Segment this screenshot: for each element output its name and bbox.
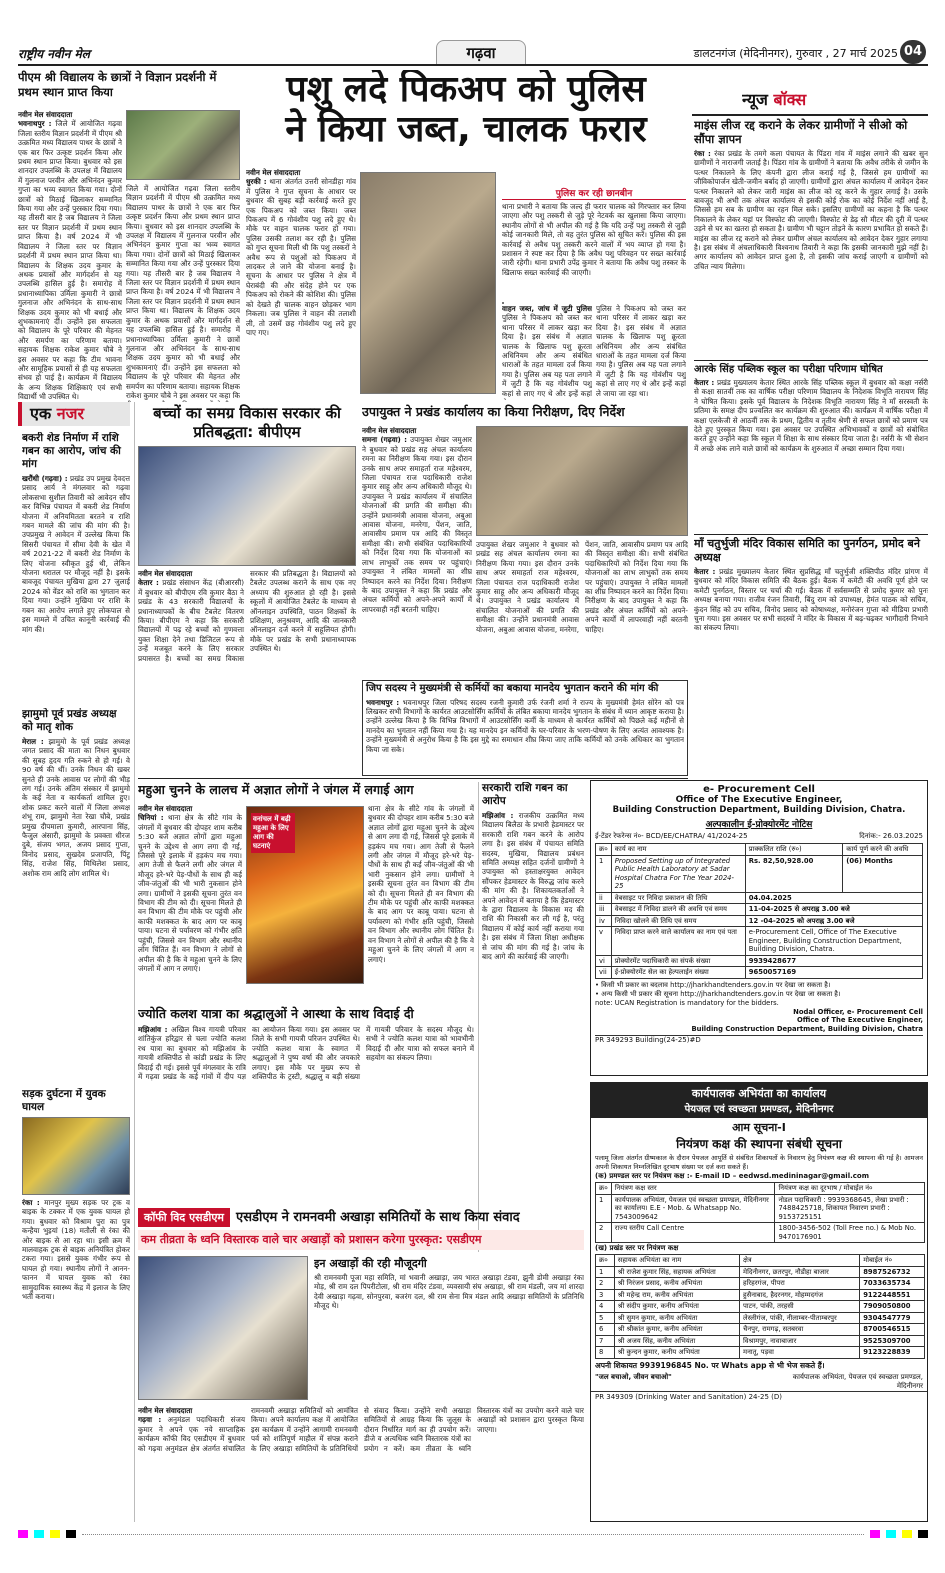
- story-jip: [362, 680, 688, 776]
- tender-date: दिनांक:- 26.03.2025: [859, 832, 923, 840]
- body-chaturbhuj: केतार : प्रखंड मुख्यालय केतार स्थित सुप्रसिद्ध माँ चतुर्भुजी शक्तिपीठ मंदिर प्रांगण में बुधवार को मंदिर विकास समिति की बैठक हुई। बैठक में कमेटी की अवधि पूर्ण होने पर कमेटी पुनर्गठन, विस्तार पर चर्चा की गई। बैठक में सर्वसम्मति से प्रमोद कुमार को पुनः अध्यक्ष बनाया गया। राजीव रंजन तिवारी, बिंदु राम को उपाध्यक्ष, हेमंत पाठक को सचिव, कुंदन सिंह को उप सचिव, विनोद प्रसाद को कोषाध्यक्ष, मनोरंजन गुप्ता को मीडिया प्रभारी चुना गया। इस अवसर पर सभी सदस्यों ने मंदिर के विकास में बढ़-चढ़कर भागीदारी निभाने का संकल्प लिया।: [694, 567, 928, 633]
- side-body-lead: पुलिस ने पिकअप को जब्त कर थाना परिसर में लाकर खड़ा कर दिया है। इस संबंध में अज्ञात चालक के खिलाफ पशु क्रूरता अधिनियम और अन्य संबंधित धाराओं के तहत मामला दर्ज किया गया है। पुलिस अब यह पता लगाने में जुटी है कि यह गोवंशीय पशु कहां से लाए गए थे और इन्हें कहां ले जाया जा रहा था।: [596, 304, 686, 398]
- body-jyoti: मझिआंव : अखिल विश्व गायत्री परिवार शांतिकुंज हरिद्वार से चला ज्योति कलश रथ यात्रा का बुधवार को मझिआंव के गायत्री शक्तिपीठ से कांडी प्रखंड के लिए विदाई दी गई। इससे पूर्व मंगलवार के रात्रि में गढ़वा प्रखंड के कई गांवों में दीप यज्ञ का आयोजन किया गया। इस अवसर पर जिले के सभी गायत्री परिजन उपस्थित थे। ज्योति कलश यात्रा के स्वागत में श्रद्धालुओं ने पुष्प वर्षा की और जयकारे लगाए। इस मौके पर मुख्य रूप से शक्तिपीठ के ट्रस्टी, श्रद्धालु व बड़ी संख्या में गायत्री परिवार के सदस्य मौजूद थे। सभी ने ज्योति कलश यात्रा को भावभीनी विदाई दी और यात्रा को सफल बनाने में सहयोग का संकल्प लिया।: [138, 1025, 474, 1082]
- tender-sign-3: Building Construction Department, Building Division, Chatra: [691, 1024, 923, 1033]
- body-coffee: नवीन मेल संवाददाता गढ़वा : अनुमंडल पदाधिकारी संजय कुमार ने अपने एक नये साप्ताहिक कार्यक्रम कॉफी विद एसडीएम में बुधवार को गढ़वा अनुमंडल क्षेत्र अंतर्गत संचालित रामनवमी अखाड़ा समितियों को आमंत्रित किया। अपने कार्यालय कक्ष में आयोजित इस कार्यक्रम में उन्होंने आगामी रामनवमी पर्व को शांतिपूर्ण माहौल में संपन्न कराने के लिए अखाड़ा समितियों के प्रतिनिधियों से संवाद किया। उन्होंने सभी अखाड़ा समितियों से आग्रह किया कि जुलूस के दौरान निर्धारित मार्ग का ही उपयोग करें। डीजे व अत्यधिक ध्वनि विस्तारक यंत्रों का प्रयोग न करें। कम तीव्रता के ध्वनि विस्तारक यंत्रों का उपयोग करने वाले चार अखाड़ों को प्रशासन द्वारा पुरस्कृत किया जाएगा।: [138, 1406, 584, 1453]
- water-dept: पेयजल एवं स्वच्छता प्रमण्डल, मेदिनीनगर: [684, 1104, 834, 1115]
- badge-forest-fire: वनांचल में बढ़ी महुआ के लिए आग की घटनाएं: [251, 813, 295, 853]
- headline-jip: जिप सदस्य ने मुख्यमंत्री से कर्मियों का बकाया मानदेय भुगतान कराने की मांग की: [366, 683, 659, 694]
- water-sub-title: (ख) प्रखंड स्तर पर नियंत्रण कक्ष: [595, 1244, 679, 1252]
- masthead-bar: [18, 40, 928, 66]
- story-upayukt: [362, 404, 688, 676]
- headline-bakri: बकरी शेड निर्माण में राशि गबन का आरोप, जांच की मांग: [22, 432, 121, 470]
- headline-lead-2: ने किया जब्त, चालक फरार: [285, 109, 647, 150]
- table-row: 3 श्री महेन्द्र राम, कनीय अभियंता हुसैनाबाद, हैदरनगर, मोहम्मदगंज 9122448551: [596, 1289, 925, 1301]
- table-row: vi प्रोक्योरमेंट पदाधिकारी का संपर्क संख्या 9939428677: [596, 955, 923, 967]
- story-jyoti: [138, 1006, 474, 1202]
- headline-jhamumo: झामुमो पूर्व प्रखंड अध्यक्ष को मातृ शोक: [22, 708, 117, 733]
- headline-coffee: एसडीएम ने रामनवमी अखाड़ा समितियों के साथ किया संवाद: [236, 1209, 520, 1225]
- table-row: v निविदा प्राप्त करने वाले कार्यालय का नाम एवं पता e-Procurement Cell, Office of The Executive Engineer, Building Construction Department, Building Division, Chatra.: [596, 927, 923, 956]
- headline-arki: आरके सिंह पब्लिक स्कूल का परीक्षा परिणाम घोषित: [694, 364, 883, 375]
- body-upayukt: नवीन मेल संवाददाता समना (गढ़वा) : उपायुक्त शेखर जमुआर ने बुधवार को प्रखंड सह अंचल कार्यालय रमना का निरीक्षण किया गया। इस दौरान उनके साथ अपर समाहर्ता राज महेश्वरम, जिला पंचायत राज पदाधिकारी राजेश कुमार साहू और अन्य अधिकारी मौजूद थे। उपायुक्त ने प्रखंड कार्यालय में संचालित योजनाओं की प्रगति की समीक्षा की। उन्होंने प्रधानमंत्री आवास योजना, अबुआ आवास योजना, मनरेगा, पेंशन, जाति, आवासीय प्रमाण पत्र आदि की विस्तृत समीक्षा की। सभी संबंधित पदाधिकारियों को निर्देश दिया गया कि योजनाओं का लाभ लाभुकों तक समय पर पहुंचाएं। उपायुक्त ने लंबित मामलों का शीघ्र निष्पादन करने का निर्देश दिया। निरीक्षण के बाद उपायुक्त ने कहा कि प्रखंड और अंचल कर्मियों को अपने-अपने कार्यों में लापरवाही नहीं बरतनी चाहिए।: [362, 426, 472, 614]
- body-sadak: रंका : मानपुर मुख्य सड़क पर ट्रक व बाइक के टक्कर में एक युवक घायल हो गया। बुधवार को विश्राम पुरा का पुत्र कन्हैया भुइयां (18) मतौली से रंका की ओर बाइक से आ रहा था। इसी क्रम में मालवाहक ट्रक से बाइक अनियंत्रित होकर टकरा गया। इससे युवक गंभीर रूप से घायल हो गया। स्थानीय लोगों ने आनन-फानन में घायल युवक को रंका सामुदायिक स्वास्थ्य केंद्र में इलाज के लिए भर्ती कराया।: [22, 1198, 130, 1302]
- photo-accident: [22, 1117, 130, 1195]
- water-intro: पलामू जिला अंतर्गत ग्रीष्मकाल के दौरान पेयजल आपूर्ति से संबंधित शिकायतों के निवारण हेतु नियंत्रण कक्ष की स्थापना की गई है। आमजन अपनी शिकायत निम्नलिखित दूरभाष संख्या पर दर्ज करा सकते हैं।: [595, 1154, 923, 1171]
- table-row: 5 श्री सुमन कुमार, कनीय अभियंता लेस्लीगंज, पांकी, नीलाम्बर-पीताम्बरपुर 9304547779: [596, 1312, 925, 1324]
- news-box-label: न्यूज बॉक्स: [742, 90, 807, 109]
- headline-mahua: महुआ चुनने के लालच में अज्ञात लोगों ने जंगल में लगाई आग: [138, 782, 414, 797]
- tender-table: क्र० कार्य का नाम प्राक्कलित राशि (रु०) कार्य पूर्ण करने की अवधि 1 Proposed Setting up of Integrated Public Health Laboratory at Sadar Hospital Chatra For The Year 2024-25 Rs. 82,50,928.00 (06) Months ii वेबसाइट पर निविदा प्रकाशन की तिथि 04.04.2025 iii वेबसाइट में निविदा डालने की अवधि एवं समय 11-04-2025 से अपराह्न 3.00 बजे iv निविदा खोलने की तिथि एवं समय 12 -04-2025 को अपराह्न 3.00 बजे v निविदा प्राप्त करने वाले कार्यालय का नाम एवं पता e-Procurement Cell, Office of The Executive Engineer, Building Construction Department, Building Division, Chatra. vi प्रोक्योरमेंट पदाधिकारी का संपर्क संख्या 9939428677 vii ई-प्रोक्योरमेंट सेल का हेल्पलाईन संख्या 9650057169: [595, 843, 923, 979]
- body-lead: नवीन मेल संवाददाता धुरकी : थाना अंतर्गत उत्तरी सोनडीहा गांव में पुलिस ने गुप्त सूचना के आधार पर बुधवार की सुबह बड़ी कार्रवाई करते हुए एक पिकअप को जब्त किया। जब्त पिकअप में 6 गोवंशीय पशु लदे हुए थे। मौके पर वाहन चालक फरार हो गया। पुलिस उसकी तलाश कर रही है। पुलिस को गुप्त सूचना मिली थी कि पशु तस्करों ने अवैध रूप से पशुओं को पिकअप में लादकर ले जाने की योजना बनाई है। सूचना के आधार पर पुलिस ने क्षेत्र में घेराबंदी की और संदेह होने पर एक पिकअप को रोकने की कोशिश की। पुलिस को देखते ही चालक वाहन छोड़कर भाग निकला। जब पुलिस ने वाहन की तलाशी ली, तो उसमें छह गोवंशीय पशु लदे हुए पाए गए।: [246, 168, 356, 337]
- body-jhamumo: मेराल : झामुमो के पूर्व प्रखंड अध्यक्ष जगत प्रसाद की माता का निधन बुधवार की सुबह हृदय गति रुकने से हो गई। वे 90 वर्ष की थीं। उनके निधन की खबर सुनते ही उनके आवास पर लोगों की भीड़ लग गई। उनके अंतिम संस्कार में झामुमो के कई नेता व कार्यकर्ता शामिल हुए। शोक प्रकट करने वालों में जिला अध्यक्ष शंभू राम, झामुमो नेता रेखा चौबे, प्रखंड प्रमुख दीपमाला कुमारी, आरपाना सिंह, फैजुल अंसारी, झामुमो के प्रवक्ता धीरज दुबे, संजय भगत, अजय प्रसाद गुप्ता, विनोद प्रसाद, सुखदेव प्रजापति, पिंटू सिंह, राजेश सिंह, मिथिलेश प्रसाद, अशोक राम आदि लोग शामिल थे।: [22, 737, 130, 878]
- story-lead: [246, 70, 686, 400]
- story-mining: [694, 118, 928, 358]
- headline-mining: माइंस लीज रद्द कराने के लेकर ग्रामीणों ने सीओ को सौंपा ज्ञापन: [694, 118, 908, 146]
- ad-water: [590, 1082, 928, 1522]
- table-row: vii ई-प्रोक्योरमेंट सेल का हेल्पलाईन संख्या 9650057169: [596, 967, 923, 979]
- story-sadak: [22, 1088, 130, 1518]
- water-office: कार्यपालक अभियंता का कार्यालय: [691, 1087, 827, 1100]
- ad-tender: [590, 780, 928, 1076]
- caption-lead: वाहन जब्त, जांच में जुटी पुलिस पुलिस ने पिकअप को जब्त कर थाना परिसर में लाकर खड़ा कर दिया है। इस संबंध में अज्ञात चालक के खिलाफ पशु क्रूरता अधिनियम और अन्य संबंधित धाराओं के तहत मामला दर्ज किया गया है। पुलिस अब यह पता लगाने में जुटी है कि यह गोवंशीय पशु कहां से लाए गए थे और इन्हें कहां: [502, 304, 592, 398]
- body-mahua: नवीन मेल संवाददाता चिनियां : थाना क्षेत्र के सीटे गांव के जंगलों में बुधवार की दोपहर शाम करीब 5:30 बजे अज्ञात लोगों द्वारा महुआ चुनने के उद्देश्य से आग लगा दी गई, जिससे पूरे इलाके में हड़कंप मच गया। आग तेजी से फैलने लगी और जंगल में मौजूद हरे-भरे पेड़-पौधों के साथ ही कई जीव-जंतुओं की भी भारी नुकसान होने लगा। ग्रामीणों ने इसकी सूचना तुरंत वन विभाग की टीम को दी। सूचना मिलते ही वन विभाग की टीम मौके पर पहुंची और काफी मशक्कत के बाद आग पर काबू पाया। घटना से पर्यावरण को गंभीर क्षति पहुंची, जिससे वन विभाग और स्थानीय लोग चिंतित हैं। वन विभाग ने लोगों से अपील की है कि वे महुआ चुनने के लिए जंगलों में आग न लगाएं।: [138, 804, 242, 973]
- box-akhara-body: श्री रामनवमी पूजा महा समिति, मां भवानी अखाड़ा, जय भारत अखाड़ा टंडवा, झुनी डोमी अखाड़ा रंका मोड़, श्री राम दल पिपरीटोला, श्री राम मंदिर टंडवा, व्यवसायी संघ अखाड़ा, श्री राम मंडली, जय मां शारदा देवी अखाड़ा गढ़वा, सोनपुरवा, बजरंग दल, श्री राम सेना मित्र मंडल आदि अखाड़ा समितियों के प्रतिनिधि मौजूद थे।: [314, 1273, 584, 1311]
- headline-jyoti: ज्योति कलश यात्रा का श्रद्धालुओं ने आस्था के साथ विदाई दी: [138, 1006, 414, 1021]
- water-table-2: क्र० सहायक अभियंता का नाम क्षेत्र मोबाईल नं० 1 श्री राजेश कुमार सिंह, सहायक अभियंता मेदिनीनगर, छतरपुर, नौडीहा बाजार 8987526732 2 श्री निरंजन प्रसाद, कनीय अभियंता हरिहरगंज, पीपरा 7033635734 3 श्री महेन्द्र राम, कनीय अभियंता हुसैनाबाद, हैदरनगर, मोहम्मदगंज 9122448551 4 श्री संदीप कुमार, कनीय अभियंता पाटन, पांकी, तरहसी 7909050800 5 श्री सुमन कुमार, कनीय अभियंता लेस्लीगंज, पांकी, नीलाम्बर-पीताम्बरपुर 9304547779 6 श्री श्रीकांत कुमार, कनीय अभियंता चैनपुर, रामगढ़, सतबरवा 8700546515 7 श्री अजय सिंह, कनीय अभियंता विश्रामपुर, नावाबाजार 9525309700 8 श्री कुन्दन कुमार, कनीय अभियंता मनातू, पड़वा 9123228839: [595, 1254, 925, 1359]
- color-registration-strip: [18, 1530, 928, 1538]
- water-table-1: क्र० नियंत्रण कक्ष स्तर नियंत्रण कक्ष का दूरभाष / मोबाईल नं० 1 कार्यपालक अभियंता, पेयजल एवं स्वच्छता प्रमण्डल, मेदिनीनगर का कार्यालय। E.E - Mob. & Whatsapp No. 7543009642 नोडल पदाधिकारी : 9939368645, लेखा प्रभारी : 7488425718, शिकायत निवारण प्रभारी : 9153725151 2 राज्य स्तरीय Call Centre 1800-3456-502 (Toll Free no.) & Mob No. 9470176901: [595, 1182, 925, 1243]
- tender-work: Proposed Setting up of Integrated Public Health Laboratory at Sadar Hospital Chatra For The Year 2024-25: [611, 855, 745, 892]
- water-pr: PR 349309 (Drinking Water and Sanitation) 24-25 (D): [591, 1391, 927, 1402]
- table-row: 2 राज्य स्तरीय Call Centre 1800-3456-502 (Toll Free no.) & Mob No. 9470176901: [596, 1223, 925, 1243]
- story-arki: [694, 363, 928, 533]
- headline-lead-1: पशु लदे पिकअप को पुलिस: [286, 70, 646, 110]
- body-mahua-cont: थाना क्षेत्र के सीटे गांव के जंगलों में बुधवार की दोपहर शाम करीब 5:30 बजे अज्ञात लोगों द्वारा महुआ चुनने के उद्देश्य से आग लगा दी गई, जिससे पूरे इलाके में हड़कंप मच गया। आग तेजी से फैलने लगी और जंगल में मौजूद हरे-भरे पेड़-पौधों के साथ ही कई जीव-जंतुओं की भी भारी नुकसान होने लगा। ग्रामीणों ने इसकी सूचना तुरंत वन विभाग की टीम को दी। सूचना मिलते ही वन विभाग की टीम मौके पर पहुंची और काफी मशक्कत के बाद आग पर काबू पाया। घटना से पर्यावरण को गंभीर क्षति पहुंची, जिससे वन विभाग और स्थानीय लोग चिंतित हैं। वन विभाग ने लोगों से अपील की है कि वे महुआ चुनने के लिए जंगलों में आग न लगाएं।: [368, 804, 474, 964]
- sub-headline-coffee: कम तीव्रता के ध्वनि विस्तारक वाले चार अखाड़ों को प्रशासन करेगा पुरस्कृत: एसडीएम: [138, 1230, 584, 1250]
- headline-upayukt: उपायुक्त ने प्रखंड कार्यालय का किया निरीक्षण, दिए निर्देश: [362, 404, 625, 419]
- story-chaturbhuj: [694, 537, 928, 772]
- section-tab: गढ़वा: [436, 40, 526, 64]
- table-row: 1 श्री राजेश कुमार सिंह, सहायक अभियंता मेदिनीनगर, छतरपुर, नौडीहा बाजार 8987526732: [596, 1266, 925, 1278]
- photo-sdm-meeting: [138, 1256, 308, 1400]
- photo-seized-cattle: [360, 172, 496, 394]
- table-row: 7 श्री अजय सिंह, कनीय अभियंता विश्रामपुर, नावाबाजार 9525309700: [596, 1335, 925, 1347]
- tender-col-3: प्राक्कलित राशि (रु०): [745, 844, 843, 856]
- story-sarkari: [478, 782, 584, 1252]
- tender-hindi-title: अल्पकालीन ई-प्रोक्योरमेंट नोटिस: [705, 820, 813, 830]
- sub-body-lead: थाना प्रभारी ने बताया कि जल्द ही फरार चालक को गिरफ्तार कर लिया जाएगा और पशु तस्करी से जुड़े पूरे नेटवर्क का खुलासा किया जाएगा। स्थानीय लोगों से भी अपील की गई है कि यदि उन्हें पशु तस्करी से जुड़ी कोई जानकारी मिले, तो वह तुरंत पुलिस को सूचित करें। पुलिस की इस कार्रवाई से अवैध पशु तस्करी करने वालों में भय व्याप्त हो गया है। प्रशासन ने स्पष्ट कर दिया है कि अवैध पशु परिवहन पर सख्त कार्रवाई जारी रहेगी। थाना प्रभारी उपेंद्र कुमार ने बताया कि अवैध पशु तस्कर के खिलाफ सख्त कार्रवाई की जाएगी।: [502, 202, 686, 277]
- table-row: iv निविदा खोलने की तिथि एवं समय 12 -04-2025 को अपराह्न 3.00 बजे: [596, 915, 923, 927]
- table-row: iii वेबसाइट में निविदा डालने की अवधि एवं समय 11-04-2025 से अपराह्न 3.00 बजे: [596, 904, 923, 916]
- headline-sarkari: सरकारी राशि गबन का आरोप: [482, 782, 568, 807]
- photo-tablet-distribution: [138, 446, 356, 566]
- headline-bpm: बच्चों का समग्र विकास सरकार की प्रतिबद्धता: बीपीएम: [153, 404, 341, 441]
- coffee-kicker: कॉफी विद एसडीएम: [138, 1208, 230, 1227]
- body-upayukt-cont: उपायुक्त शेखर जमुआर ने बुधवार को प्रखंड सह अंचल कार्यालय रमना का निरीक्षण किया गया। इस दौरान उनके साथ अपर समाहर्ता राज महेश्वरम, जिला पंचायत राज पदाधिकारी राजेश कुमार साहू और अन्य अधिकारी मौजूद थे। उपायुक्त ने प्रखंड कार्यालय में संचालित योजनाओं की प्रगति की समीक्षा की। उन्होंने प्रधानमंत्री आवास योजना, अबुआ आवास योजना, मनरेगा, पेंशन, जाति, आवासीय प्रमाण पत्र आदि की विस्तृत समीक्षा की। सभी संबंधित पदाधिकारियों को निर्देश दिया गया कि योजनाओं का लाभ लाभुकों तक समय पर पहुंचाएं। उपायुक्त ने लंबित मामलों का शीघ्र निष्पादन करने का निर्देश दिया। निरीक्षण के बाद उपायुक्त ने कहा कि प्रखंड और अंचल कर्मियों को अपने-अपने कार्यों में लापरवाही नहीं बरतनी चाहिए।: [476, 540, 688, 634]
- table-row: 1 कार्यपालक अभियंता, पेयजल एवं स्वच्छता प्रमण्डल, मेदिनीनगर का कार्यालय। E.E - Mob. & Whatsapp No. 7543009642 नोडल पदाधिकारी : 9939368645, लेखा प्रभारी : 7488425718, शिकायत निवारण प्रभारी : 9153725151: [596, 1194, 925, 1223]
- tender-note-2: • अन्य किसी भी प्रकार की सूचना http://jharkhandtenders.gov.in पर देखा जा सकता है।: [595, 989, 841, 998]
- water-email: (क) प्रमण्डल स्तर पर नियंत्रण कक्ष :- E-mail ID – eedwsd.medininagar@gmail.com: [595, 1172, 870, 1180]
- tender-col-1: क्र०: [596, 844, 612, 856]
- tender-period: (06) Months: [843, 855, 923, 892]
- photo-forest-fire: [246, 806, 364, 984]
- water-footer: अपनी शिकायत 9939196845 No. पर Whats app से भी भेज सकते हैं।: [595, 1360, 825, 1370]
- tender-sign-1: Nodal Officer, e- Procurement Cell: [793, 1007, 923, 1016]
- body-bpm: नवीन मेल संवाददाता केतार : प्रखंड संसाधन केंद्र (बीआरसी) में बुधवार को बीपीएम रवि कुमार बैठा ने प्रखंड के 43 सरकारी विद्यालयों के प्रधानाध्यापकों के बीच टैबलेट वितरण किया। बीपीएम ने कहा कि सरकारी विद्यालयों में पढ़ रहे बच्चों को गुणवत्ता युक्त शिक्षा देने तथा डिजिटल रूप से उन्हें मजबूत करने के लिए सरकार प्रयासरत है। बच्चों का समग्र विकास सरकार की प्रतिबद्धता है। विद्यालयों को टैबलेट उपलब्ध कराने के साथ एक नए अध्याय की शुरुआत हो रही है। इससे स्कूलों में आयोजित टैबलेट के माध्यम से ऑनलाइन उपस्थिति, पाठन शिक्षकों के प्रशिक्षण, अनुश्रवण, आदि की जानकारी ऑनलाइन दर्ज करने में सहूलियत होगी। मौके पर प्रखंड के सभी प्रधानाध्यापक उपस्थित थे।: [138, 569, 356, 663]
- tender-note-1: • किसी भी प्रकार का बदलाव http://jharkhandtenders.gov.in पर देखा जा सकता है।: [595, 980, 831, 989]
- story-pm-shri: [18, 70, 240, 402]
- body-mining: रंका : रंका प्रखंड के तमगे कला पंचायत के पिंडरा गांव में माइंस लगाने की खबर सुन ग्रामीणों ने नाराजगी जताई है। पिंडरा गांव के ग्रामीणों ने बताया कि अवैध तरीके से जमीन के पत्थर निकालने के लिए कंपनी द्वारा लीज कराई गई है, जिससे हम ग्रामीणों का जीविकोपार्जन खेती-जमीन बर्बाद हो जाएगी। ग्रामीणों द्वारा अंचल कार्यालय में आवेदन देकर पत्थर निकालने को लेकर जारी माइंस का लीज को रद्द करने के गुहार लगाई है। उसके बावजूद भी अभी तक अंचल कार्यालय से इसकी कोई रोक का कोई निर्देश नहीं आई है, जिससे हम सब के ग्रामीण का रहन मिल सके। इसलिए ग्रामीणों का कहना है कि पत्थर निकालने के लेकर यहां पर विस्फोट की जाएगी। विस्फोट से डेढ़ सौ मीटर की दूरी में पत्थर उड़ने से घर का खतरा हो सकता है। ग्रामीण भी चट्टान तोड़ने के कारण प्रभावित हो सकते हैं। माइंस का लीज रद्द कराने को लेकर ग्रामीण अंचल कार्यालय को आवेदन देकर गुहार लगाया है। इस संबंध में अंचलाधिकारी विश्वनाथ तिवारी ने कहा कि इसकी जानकारी मुझे नहीं है। अगर कार्यालय को आवेदन प्राप्त हुआ है, तो इसकी जांच कराई जाएगी व ग्रामीणों को उचित न्याय मिलेगा।: [694, 149, 928, 271]
- tender-pr: PR 349293 Building(24-25)#D: [595, 1035, 923, 1044]
- body-pm-shri: नवीन मेल संवाददाता भवनाथपुर : जिले में आयोजित गढ़वा जिला स्तरीय विज्ञान प्रदर्शनी में पीएम श्री उत्क्रमित मध्य विद्यालय पाथर के छात्रों ने एक बार फिर उत्कृष्ट प्रदर्शन किया और प्रथम स्थान प्राप्त किया। बुधवार को इस शानदार उपलब्धि के उपलक्ष में विद्यालय में गुलनाज परवीन और अभिनंदन कुमार गुप्ता का भव्य स्वागत किया गया। दोनों छात्रों को मिठाई खिलाकर सम्मानित किया गया और उन्हें पुरस्कार दिया गया। यह तीसरी बार है जब विद्यालय ने जिला स्तर पर विज्ञान प्रदर्शनी में प्रथम स्थान प्राप्त किया है। वर्ष 2024 में भी विद्यालय ने जिला स्तर पर विज्ञान प्रदर्शनी में प्रथम स्थान प्राप्त किया था। विद्यालय के शिक्षक उदय कुमार के अथक प्रयासों और मार्गदर्शन से यह उपलब्धि हासिल हुई है। समारोह में प्रधानाध्यापिका उर्मिला कुमारी ने छात्रों गुलनाज और अभिनंदन के साथ-साथ शिक्षक उदय कुमार को भी बधाई और शुभकामनाएं दीं। उन्होंने इस सफलता को विद्यालय के पूरे परिवार की मेहनत और समर्पण का परिणाम बताया। सहायक शिक्षक राकेश कुमार चौबे ने इस अवसर पर कहा कि टीम भावना और सामूहिक प्रयासों से ही यह सफलता संभव हो पाई है। कार्यक्रम में विद्यालय के अन्य शिक्षक शिक्षिकाएं एवं सभी विद्यार्थी भी उपस्थित थे।: [18, 110, 122, 402]
- headline-pm-shri: पीएम श्री विद्यालय के छात्रों ने विज्ञान प्रदर्शनी में प्रथम स्थान प्राप्त किया: [18, 70, 217, 99]
- body-bakri: खरौंधी (गढ़वा) : प्रखंड उप प्रमुख देवदत्त प्रसाद आर्य ने मंगलवार को गढ़वा लोकसभा सुशील तिवारी को आवेदन सौंप कर विभिन्न पंचायत में बकरी शेड निर्माण योजना में अनियमितता बरतने व राशि गबन मामले की जांच की मांग की है। उपप्रमुख ने आवेदन में उल्लेख किया कि सिसरी पंचायत में सीमा देवी के खेत में वर्ष 2021-22 में बकरी शेड निर्माण के लिए योजना स्वीकृत हुई थी, लेकिन योजना धरातल पर मौजूद नहीं है। इसके बावजूद पंचायत मुखिया द्वारा 27 जुलाई 2024 को वेंडर को राशि का भुगतान कर दिया गया। उन्होंने मुखिया पर राशि के गबन का आरोप लगाते हुए लोकपाल से इस मामले में उचित कानूनी कार्रवाई की मांग की।: [22, 474, 130, 634]
- box-akhara: [314, 1256, 584, 1400]
- body-jip: भवनाथपुर : भवनाथपुर जिला परिषद सदस्य रजनी कुमारी उर्फ रंजनी शर्मा ने राज्य के मुख्यमंत्री हेमंत सोरेन को पत्र लिखकर सभी विभागों के कार्यरत आउटसोर्सिंग कर्मियों के लंबित बकाया मानदेय भुगतान के संबंध में ध्यान आकृष्ट कराया है। उन्होंने उल्लेख किया है कि विभिन्न विभागों में आउटसोर्सिंग कर्मी के माध्यम से कार्यरत कर्मियों को पिछले कई महीनों से मानदेय का भुगतान नहीं किया गया है। यह मानदेय इन कर्मियों के घर-परिवार के भरण-पोषण के लिए अत्यंत आवश्यक है। उन्होंने मुख्यमंत्री से अनुरोध किया है कि इस मुद्दे का समाधान शीघ्र किया जाए ताकि कर्मियों को उनके अधिकार का भुगतान किया जा सके।: [366, 697, 684, 754]
- body-arki: केतार : प्रखंड मुख्यालय केतार स्थित आरके सिंह पब्लिक स्कूल में बुधवार को कक्षा नर्सरी से कक्षा सातवीं तक का वार्षिक परीक्षा परिणाम विद्यालय के निदेशक विभूति नारायण सिंह ने घोषित किया। इसके पूर्व विद्यालय के निदेशक विभूति नारायण सिंह ने माँ सरस्वती के प्रतिमा के समक्ष दीप प्रज्वलित कर कार्यक्रम की शुरुआत की। कार्यक्रम में वार्षिक परीक्षा में कक्षा एलकेजी से आठवीं तक के प्रथम, द्वितीय व तृतीय श्रेणी से सफल छात्रों को प्रमाण पत्र देते हुए पुरस्कृत किया गया। इस अवसर पर उपस्थित अभिभावकों व छात्रों को संबोधित करते हुए उन्होंने कहा कि स्कूल में शिक्षा के साथ संस्कार दिया जाता है। नर्सरी के भी सेशन में अच्छे अंक लाने वाले छात्रों को कार्यक्रम के शुरुआत में अच्छा सम्मान दिया गया।: [694, 378, 928, 453]
- story-jhamumo: [22, 708, 130, 1083]
- story-coffee: [138, 1208, 584, 1520]
- tender-col-2: कार्य का नाम: [611, 844, 745, 856]
- water-slogan: "जल बचाओ, जीवन बचाओ": [595, 1372, 672, 1381]
- table-row: ii वेबसाइट पर निविदा प्रकाशन की तिथि 04.04.2025: [596, 892, 923, 904]
- box-akhara-title: इन अखाड़ों की रही मौजूदगी: [314, 1257, 427, 1270]
- water-title: नियंत्रण कक्ष की स्थापना संबंधी सूचना: [676, 1137, 842, 1151]
- headline-sadak: सड़क दुर्घटना में युवक घायल: [22, 1088, 106, 1113]
- subbox-investigation: [502, 186, 686, 296]
- photo-inspection: [476, 426, 688, 536]
- sub-headline-lead: पुलिस कर रही छानबीन: [502, 186, 686, 200]
- tender-note-3: note: UCAN Registration is mandatory for the bidders.: [595, 998, 779, 1007]
- tender-title: e- Procurement Cell: [703, 784, 815, 795]
- masthead: राष्ट्रीय नवीन मेल: [18, 47, 90, 61]
- story-mahua: [138, 782, 474, 1004]
- story-bakri: [22, 432, 130, 707]
- tender-office: Office of The Executive Engineer,: [675, 795, 843, 805]
- water-notice-no: आम सूचना-I: [732, 1121, 786, 1134]
- tender-dept: Building Construction Department, Building Division, Chatra.: [612, 805, 906, 815]
- body-sarkari: मझिआंव : राजकीय उत्क्रमित मध्य विद्यालय बिलैठा के प्रभारी हेडमास्टर पर सरकारी राशि गबन करने के आरोप लगा है। इस संबंध में पंचायत समिति सदस्य, मुखिया, विद्यालय प्रबंधन समिति अध्यक्ष सहित दर्जनों ग्रामीणों ने उपायुक्त को हस्ताक्षरयुक्त आवेदन सौंपकर हेडमास्टर के विरुद्ध जांच करने की मांग की है। शिकायतकर्ताओं ने अपने आवेदन में बताया है कि हेडमास्टर के द्वारा विद्यालय के विकास मद की राशि की निकासी कर ली गई है, परंतु विद्यालय में कोई कार्य नहीं कराया गया है। इस संबंध में जिला शिक्षा अधीक्षक से जांच की मांग की गई है। जांच के बाद आगे की कार्रवाई की जाएगी।: [482, 811, 584, 962]
- tender-ref: ई-टेंडर रेफरेन्स नं०- BCD/EE/CHATRA/ 41/2024-25: [595, 832, 748, 840]
- ek-najar-label: एक नजर: [18, 402, 130, 426]
- table-row: 2 श्री निरंजन प्रसाद, कनीय अभियंता हरिहरगंज, पीपरा 7033635734: [596, 1278, 925, 1290]
- table-row: 8 श्री कुन्दन कुमार, कनीय अभियंता मनातू, पड़वा 9123228839: [596, 1347, 925, 1359]
- table-row: 4 श्री संदीप कुमार, कनीय अभियंता पाटन, पांकी, तरहसी 7909050800: [596, 1301, 925, 1313]
- dateline: डालटनगंज (मेदिनीनगर), गुरुवार , 27 मार्च 2025: [693, 47, 898, 60]
- body-pm-shri-cont: जिले में आयोजित गढ़वा जिला स्तरीय विज्ञान प्रदर्शनी में पीएम श्री उत्क्रमित मध्य विद्यालय पाथर के छात्रों ने एक बार फिर उत्कृष्ट प्रदर्शन किया और प्रथम स्थान प्राप्त किया। बुधवार को इस शानदार उपलब्धि के उपलक्ष में विद्यालय में गुलनाज परवीन और अभिनंदन कुमार गुप्ता का भव्य स्वागत किया गया। दोनों छात्रों को मिठाई खिलाकर सम्मानित किया गया और उन्हें पुरस्कार दिया गया। यह तीसरी बार है जब विद्यालय ने जिला स्तर पर विज्ञान प्रदर्शनी में प्रथम स्थान प्राप्त किया है। वर्ष 2024 में भी विद्यालय ने जिला स्तर पर विज्ञान प्रदर्शनी में प्रथम स्थान प्राप्त किया था। विद्यालय के शिक्षक उदय कुमार के अथक प्रयासों और मार्गदर्शन से यह उपलब्धि हासिल हुई है। समारोह में प्रधानाध्यापिका उर्मिला कुमारी ने छात्रों गुलनाज और अभिनंदन के साथ-साथ शिक्षक उदय कुमार को भी बधाई और शुभकामनाएं दीं। उन्होंने इस सफलता को विद्यालय के पूरे परिवार की मेहनत और समर्पण का परिणाम बताया। सहायक शिक्षक राकेश कुमार चौबे ने इस अवसर पर कहा कि: [126, 184, 240, 400]
- tender-sign-2: Office of The Executive Engineer,: [797, 1016, 923, 1024]
- page-number: 04: [900, 40, 926, 64]
- tender-amount: Rs. 82,50,928.00: [745, 855, 843, 892]
- tender-col-4: कार्य पूर्ण करने की अवधि: [843, 844, 923, 856]
- water-sign: कार्यपालक अभियंता, पेयजल एवं स्वच्छता प्रमण्डल, मेदिनीनगर: [792, 1372, 923, 1390]
- photo-science-fair: [126, 110, 240, 180]
- story-bpm: [138, 404, 356, 776]
- headline-chaturbhuj: माँ चतुर्भुजी मंदिर विकास समिति का पुनर्गठन, प्रमोद बने अध्यक्ष: [694, 537, 920, 564]
- table-row: 6 श्री श्रीकांत कुमार, कनीय अभियंता चैनपुर, रामगढ़, सतबरवा 8700546515: [596, 1324, 925, 1336]
